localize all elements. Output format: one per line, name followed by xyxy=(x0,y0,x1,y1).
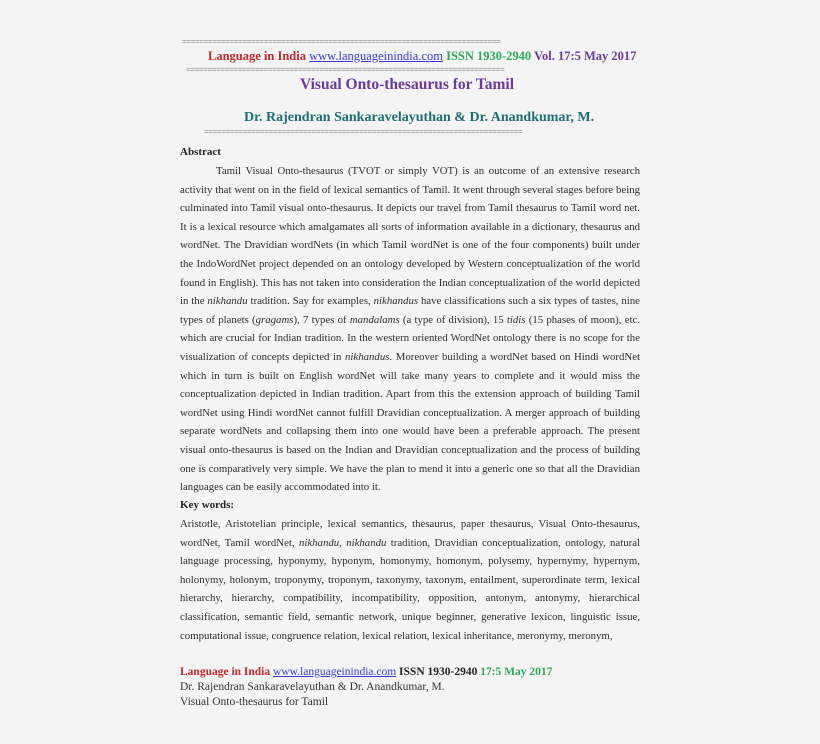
abstract-body xyxy=(180,162,640,497)
footer-title: Visual Onto-thesaurus for Tamil xyxy=(180,696,329,708)
abstract-text: have classifications such a six types of tastes, nine types of planets ( xyxy=(180,295,640,326)
footer-issue: 17:5 May 2017 xyxy=(480,666,553,678)
article-title: Visual Onto-thesaurus for Tamil xyxy=(300,76,515,93)
abstract-italic: mandalams xyxy=(349,313,400,326)
abstract-text: Tamil Visual Onto-thesaurus (TVOT or simply VOT) is an outcome of an extensive research activity that went on in the field of lexical semantics of Tamil. It went through several stages before being culminated into Tamil visual onto-thesaurus. It depicts our travel from Tamil thesaurus to Tamil word net. It is a lexical resource which amalgamates all sorts of information available in a dictionary, thesaurus and wordNet. The Dravidian wordNets (in which Tamil wordNet is one of the four components) built under the IndoWordNet project depended on an ontology developed by Western conceptualization of the world found in English). This has not taken into consideration the Indian conceptualization of the world depicted in the xyxy=(180,165,640,308)
abstract-text: ), 7 types of xyxy=(293,313,350,326)
abstract-text: (15 phases of moon), etc. which are crucial for Indian tradition. In the western oriented WordNet ontology there is no scope for the visualization of concepts depicted in xyxy=(180,313,640,363)
abstract-italic: tidis xyxy=(506,313,526,326)
footer-journal-line xyxy=(180,665,552,680)
footer-website-link[interactable]: www.languageinindia.com xyxy=(273,666,397,678)
keywords-body xyxy=(180,515,640,645)
abstract-italic: gragams xyxy=(255,313,294,326)
keywords-italic: nikhandu, nikhandu xyxy=(298,536,387,549)
header-separator-top: ========================================================================== xyxy=(182,38,501,47)
keywords-heading: Key words: xyxy=(180,499,235,511)
abstract-italic: nikhandu xyxy=(207,295,248,308)
abstract-text: . Moreover building a wordNet based on Hindi wordNet which in turn is built on English wordNet will take many years to complete and it would miss the conceptualization depicted in Indian tradition. Apart from this the extension approach of building Tamil wordNet using Hindi wordNet cannot fulfill Dravidian conceptualization. A merger approach of building separate wordNets and collapsing them into one would have been a preferable approach. The present visual onto-thesaurus is based on the Indian and Dravidian conceptualization and the process of building one is comparatively very simple. We have the plan to mend it into a generic one so that all the Dravidian languages can be easily accommodated into it. xyxy=(180,350,640,494)
header-separator-bottom: ========================================================================== xyxy=(204,128,523,137)
footer-authors: Dr. Rajendran Sankaravelayuthan & Dr. Anandkumar, M. xyxy=(180,681,445,693)
abstract-text: tradition. Say for examples, xyxy=(247,295,374,308)
footer-journal-name: Language in India xyxy=(180,666,271,678)
journal-name: Language in India xyxy=(208,49,306,63)
abstract-italic: nikhandus xyxy=(373,295,419,308)
journal-header xyxy=(208,49,636,63)
header-separator-middle: ========================================================================== xyxy=(186,66,505,75)
abstract-italic: nikhandus xyxy=(345,350,390,363)
journal-website-link[interactable]: www.languageinindia.com xyxy=(309,49,443,63)
abstract-heading: Abstract xyxy=(180,146,221,158)
footer-issn: ISSN 1930-2940 xyxy=(399,666,478,678)
article-authors: Dr. Rajendran Sankaravelayuthan & Dr. Anandkumar, M. xyxy=(244,110,595,125)
keywords-text: Aristotle, Aristotelian principle, lexical semantics, thesaurus, paper thesaurus, Visual Onto-thesaurus, wordNet, Tamil wordNet, xyxy=(180,518,640,549)
page-footer xyxy=(180,665,552,710)
abstract-text: (a type of division), 15 xyxy=(399,313,507,326)
keywords-text: tradition, Dravidian conceptualization, ontology, natural language processing, hyponymy, hyponym, homonymy, homonym, polysemy, hypernymy, hypernym, holonymy, holonym, troponymy, troponym, taxonymy, taxonym, entailment, superordinate term, lexical hierarchy, hierarchy, compatibility, incompatibility, opposition, antonym, antonymy, hierarchical classification, semantic field, semantic network, unique beginner, generative lexicon, linguistic issue, computational issue, congruence relation, lexical relation, lexical inheritance, meronymy, meronym, xyxy=(180,536,640,642)
issn: ISSN 1930-2940 xyxy=(446,49,532,63)
volume: Vol. 17:5 May 2017 xyxy=(534,49,637,63)
